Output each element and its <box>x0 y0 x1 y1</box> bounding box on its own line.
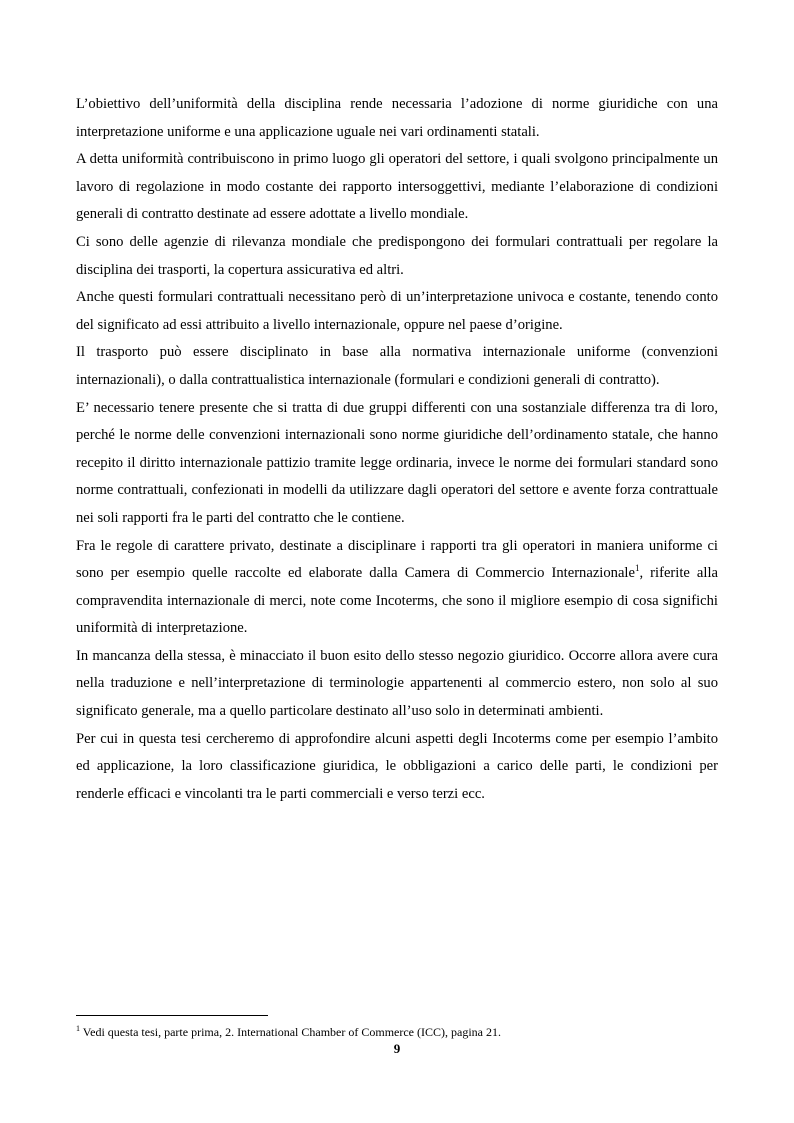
paragraph-4: Anche questi formulari contrattuali necessitano però di un’interpretazione univoca e costante, tenendo conto del significato ad essi attribuito a livello internazionale, oppure nel paese d’origine. <box>76 289 718 333</box>
paragraph-5: Il trasporto può essere disciplinato in base alla normativa internazionale uniforme (convenzioni internazionali), o dalla contrattualistica internazionale (formulari e condizioni generali di contratto). <box>76 344 718 388</box>
page-number: 9 <box>393 1041 401 1056</box>
paragraph-9: Per cui in questa tesi cercheremo di approfondire alcuni aspetti degli Incoterms come per esempio l’ambito ed applicazione, la loro classificazione giuridica, le obbligazioni a carico delle parti, le condizioni per renderle efficaci e vincolanti tra le parti commerciali e verso terzi ecc. <box>76 730 718 802</box>
footnote-separator <box>76 1015 268 1016</box>
paragraph-1: L’obiettivo dell’uniformità della disciplina rende necessaria l’adozione di norme giuridiche con una interpretazione uniforme e una applicazione uguale nei vari ordinamenti statali. <box>76 96 718 140</box>
body-text <box>76 91 718 808</box>
paragraph-3: Ci sono delle agenzie di rilevanza mondiale che predispongono dei formulari contrattuali per regolare la disciplina dei trasporti, la copertura assicurativa ed altri. <box>76 233 718 278</box>
footnote-reference[interactable]: 1 <box>634 563 640 574</box>
paragraph-6: E’ necessario tenere presente che si tratta di due gruppi differenti con una sostanziale differenza tra di loro, perché le norme delle convenzioni internazionali sono norme giuridiche dell’ordinamento statale, che hanno recepito il diritto internazionale pattizio tramite legge ordinaria, invece le norme dei formulari standard sono norme contrattuali, confezionati in modelli da utilizzare dagli operatori del settore e avente forza contrattuale nei soli rapporti fra le parti del contratto che le contiene. <box>76 399 718 526</box>
paragraph-7-text-after: , riferite alla compravendita internazionale di merci, note come Incoterms, che sono il migliore esempio di cosa significhi uniformità di interpretazione. <box>76 565 718 637</box>
paragraph-7 <box>76 533 718 643</box>
paragraph-8: In mancanza della stessa, è minacciato il buon esito dello stesso negozio giuridico. Occorre allora avere cura nella traduzione e nell’interpretazione di terminologie appartenenti al commercio estero, non solo al suo significato generale, ma a quello particolare destinato all’uso solo in determinati ambienti. <box>76 647 718 720</box>
footnote-marker: 1 <box>76 1024 80 1033</box>
footnote-text: Vedi questa tesi, parte prima, 2. International Chamber of Commerce (ICC), pagina 21. <box>80 1025 501 1039</box>
paragraph-2: A detta uniformità contribuiscono in primo luogo gli operatori del settore, i quali svolgono principalmente un lavoro di regolazione in modo costante dei rapporto intersoggettivi, mediante l’elaborazione di condizioni generali di contratto destinate ad essere adottate a livello mondiale. <box>76 151 718 223</box>
paragraph-7-text-before: Fra le regole di carattere privato, destinate a disciplinare i rapporti tra gli operatori in maniera uniforme ci sono per esempio quelle raccolte ed elaborate dalla Camera di Commercio Internazionale <box>76 537 718 582</box>
footnote <box>76 1024 718 1040</box>
